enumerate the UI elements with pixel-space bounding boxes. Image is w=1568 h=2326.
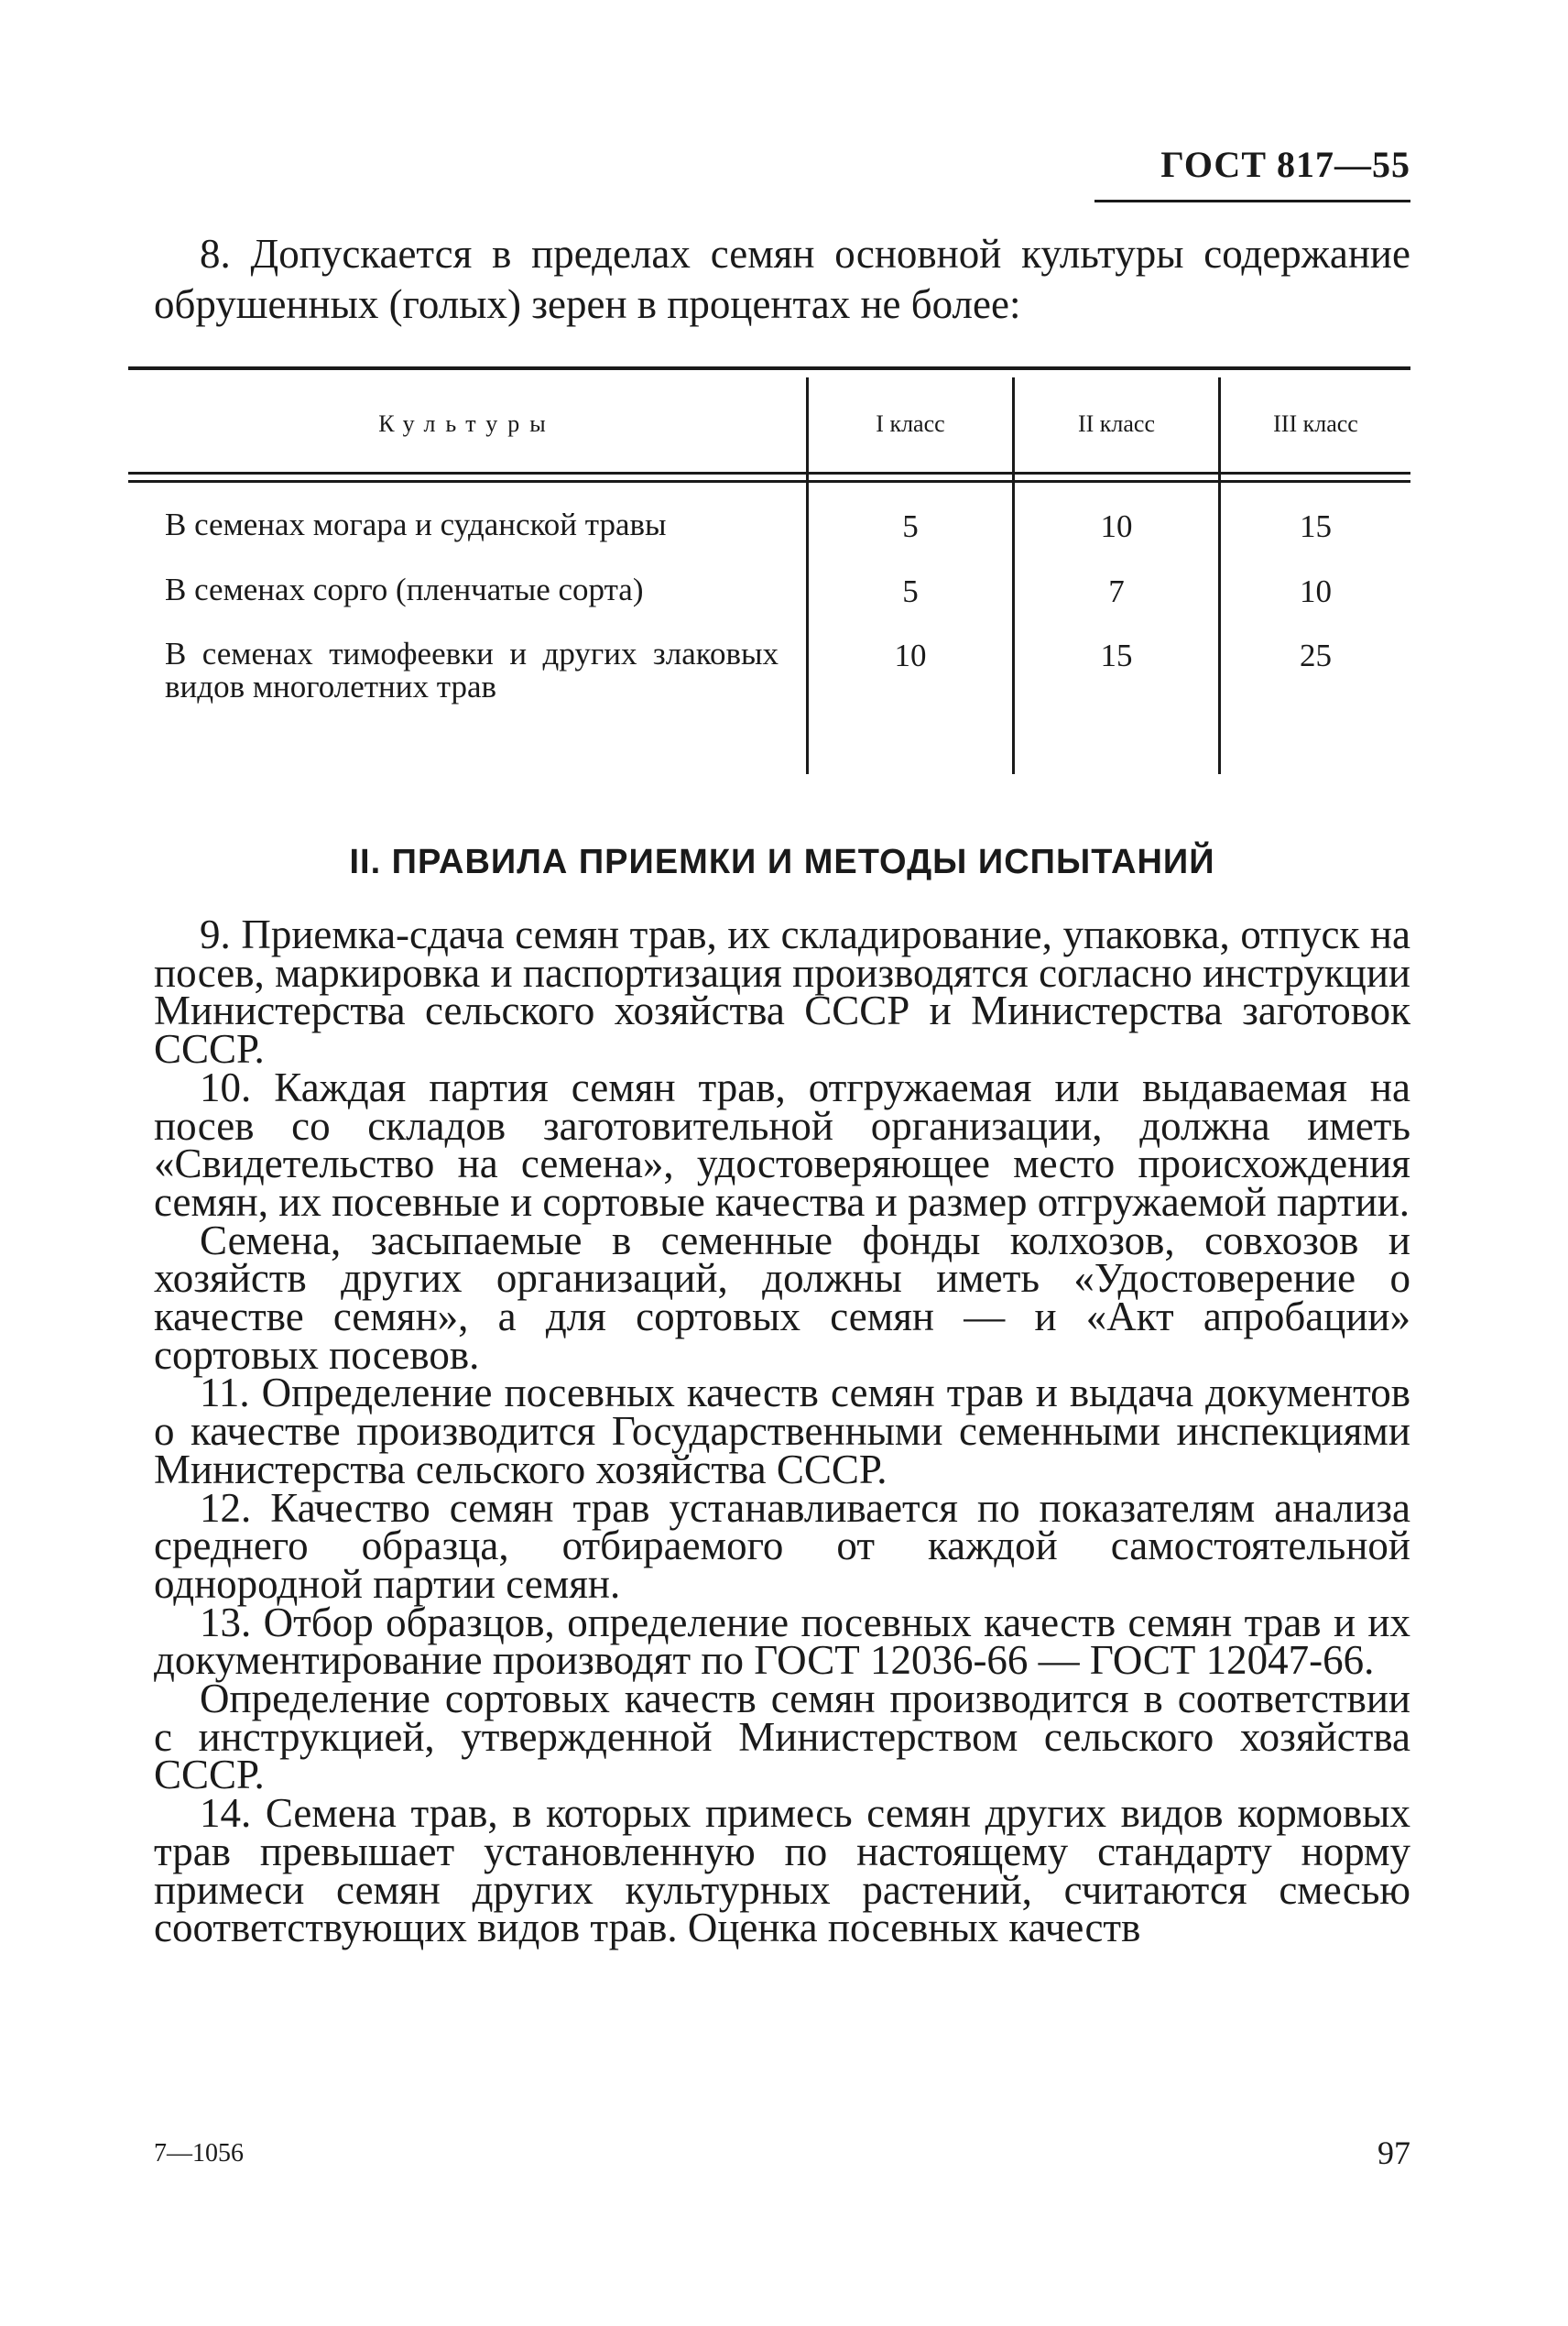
table-header-class-1: I класс [876, 410, 945, 437]
paragraph-10: 10. Каждая партия семян трав, отгружаемая или выдаваемая на посев со складов заготовительной организации, должна иметь «Свидетельство на семена», удостоверяющее место происхождения семян, их посевные и сортовые качества и размер отгружаемой партии. [154, 1064, 1410, 1225]
table-cell: 15 [1100, 638, 1133, 673]
table-cell: 10 [894, 638, 927, 673]
table-cell: 5 [902, 573, 919, 609]
page-header [1094, 137, 1410, 202]
table-cell: 10 [1300, 573, 1332, 609]
table-cell: 15 [1300, 508, 1332, 544]
paragraph-8: 8. Допускается в пределах семян основной культуры содержание обрушенных (голых) зерен в процентах не более: [154, 231, 1410, 327]
table-header-class-3: III класс [1273, 410, 1358, 437]
table-row-label: В семенах сорго (пленчатые сорта) [165, 572, 644, 607]
table-cell: 10 [1100, 508, 1133, 544]
paragraph-14: 14. Семена трав, в которых примесь семян других видов кормовых трав превышает установленную по настоящему стандарту норму примеси семян других культурных растений, считаются смесью соответствующих видов трав. Оценка посевных качеств [154, 1790, 1410, 1951]
table-top-rule [128, 366, 1410, 370]
table-row-label: В семенах могара и суданской травы [165, 507, 667, 542]
paragraph-11: 11. Определение посевных качеств семян трав и выдача документов о качестве производится Государственными семенными инспекциями Министерства сельского хозяйства СССР. [154, 1370, 1410, 1492]
paragraph-12: 12. Качество семян трав устанавливается по показателям анализа среднего образца, отбираемого от каждой самостоятельной однородной партии семян. [154, 1484, 1410, 1607]
page-number: 97 [1377, 2135, 1410, 2171]
table-cell: 25 [1300, 638, 1332, 673]
standard-number: ГОСТ 817—55 [1160, 144, 1410, 185]
body-text [154, 912, 1410, 1951]
paragraph-13-continued: Определение сортовых качеств семян производится в соответствии с инструкцией, утвержденной Министерством сельского хозяйства СССР. [154, 1676, 1410, 1798]
table-header-class-2: II класс [1077, 410, 1156, 437]
table-row-label: В семенах тимофеевки и других злаковых видов многолетних трав [165, 636, 779, 704]
printer-signature: 7—1056 [154, 2139, 244, 2168]
paragraph-13: 13. Отбор образцов, определение посевных качеств семян трав и их документирование производят по ГОСТ 12036-66 — ГОСТ 12047-66. [154, 1599, 1410, 1684]
table-header-crop: Культуры [378, 410, 556, 437]
section-title: II. ПРАВИЛА ПРИЕМКИ И МЕТОДЫ ИСПЫТАНИЙ [349, 843, 1215, 881]
paragraph-9: 9. Приемка-сдача семян трав, их складирование, упаковка, отпуск на посев, маркировка и паспортизация производятся согласно инструкции Министерства сельского хозяйства СССР и Министерства заготовок СССР. [154, 912, 1410, 1073]
table-cell: 7 [1108, 573, 1125, 609]
table-cell: 5 [902, 508, 919, 544]
paragraph-10-continued: Семена, засыпаемые в семенные фонды колхозов, совхозов и хозяйств других организаций, должны иметь «Удостоверение о качестве семян», а для сортовых семян — и «Акт апробации» сортовых посевов. [154, 1217, 1410, 1378]
grain-table [128, 366, 1410, 774]
